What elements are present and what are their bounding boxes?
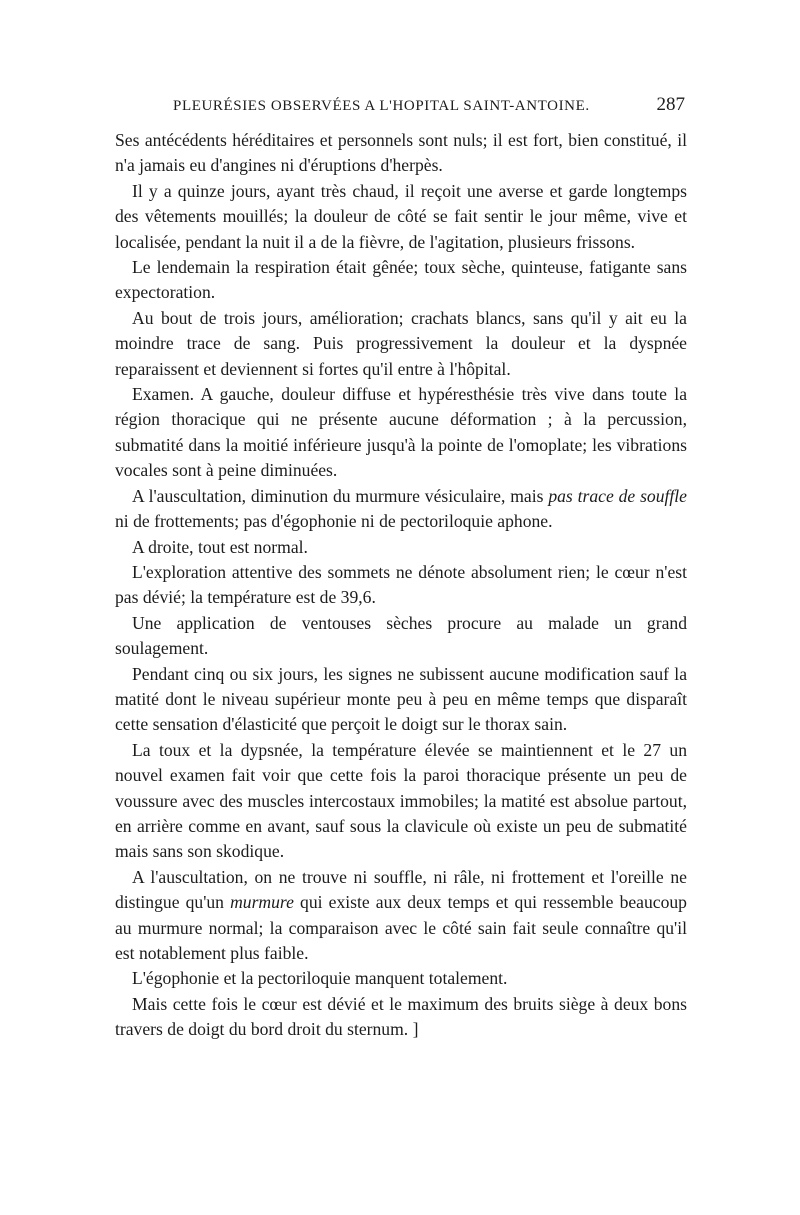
paragraph-auscultation-2: A l'auscultation, on ne trouve ni souffle, ni râle, ni frottement et l'oreille ne distingue qu'un murmure qui existe aux deux temps et qui ressemble beaucoup au murmure normal; la comparaison avec le côté sain fait seule connaître qu'il est notablement plus faible.	[115, 866, 687, 963]
paragraph-exploration: L'exploration attentive des sommets ne dénote absolument rien; le cœur n'est pas dévié; la température est de 39,6.	[115, 561, 687, 608]
running-head: PLEURÉSIES OBSERVÉES A L'HOPITAL SAINT-ANTOINE.	[173, 98, 590, 114]
paragraph-next-day: Le lendemain la respiration était gênée; toux sèche, quinteuse, fatigante sans expectoration.	[115, 257, 687, 303]
paragraph-right-side: A droite, tout est normal.	[132, 536, 308, 557]
italic-phrase: pas trace de souffle	[548, 485, 687, 506]
italic-word: murmure	[230, 892, 294, 913]
paragraph-five-six-days: Pendant cinq ou six jours, les signes ne subissent aucune modification sauf la matité dont le niveau supérieur monte peu à peu en même temps que disparaît cette sensation d'élasticité que perçoit le doigt sur le thorax sain.	[115, 663, 687, 735]
paragraph-ventouses: Une application de ventouses sèches procure au malade un grand soulagement.	[115, 612, 687, 659]
paragraph-auscultation-1: A l'auscultation, diminution du murmure vésiculaire, mais pas trace de souffle ni de frottements; pas d'égophonie ni de pectoriloquie aphone.	[115, 485, 687, 532]
paragraph-three-days: Au bout de trois jours, amélioration; crachats blancs, sans qu'il y ait eu la moindre trace de sang. Puis progressivement la douleur et la dyspnée reparaissent et deviennent si fortes qu'il entre à l'hôpital.	[115, 307, 687, 379]
paragraph-toux: La toux et la dypsnée, la température élevée se maintiennent et le 27 un nouvel examen fait voir que cette fois la paroi thoracique présente un peu de voussure avec des muscles intercostaux immobiles; la matité est absolue partout, en arrière comme en avant, sauf sous la clavicule où existe un peu de submatité mais sans son skodique.	[115, 739, 687, 862]
paragraph-egophonie: L'égophonie et la pectoriloquie manquent totalement.	[132, 968, 508, 989]
paragraph-onset: Il y a quinze jours, ayant très chaud, il reçoit une averse et garde longtemps des vêtements mouillés; la douleur de côté se fait sentir le jour même, vive et localisée, pendant la nuit il a de la fièvre, de l'agitation, plusieurs frissons.	[115, 180, 687, 252]
book-page	[115, 92, 687, 1043]
paragraph-examen: Examen. A gauche, douleur diffuse et hypéresthésie très vive dans toute la région thoracique qui ne présente aucune déformation ; à la percussion, submatité dans la moitié inférieure jusqu'à la pointe de l'omoplate; les vibrations vocales sont à peine diminuées.	[115, 384, 687, 481]
paragraph-coeur-devie: Mais cette fois le cœur est dévié et le maximum des bruits siège à deux bons travers de doigt du bord droit du sternum. ]	[115, 993, 687, 1040]
page-number: 287	[656, 94, 685, 115]
paragraph-antecedents: Ses antécédents héréditaires et personnels sont nuls; il est fort, bien constitué, il n'a jamais eu d'angines ni d'éruptions d'herpès.	[115, 130, 687, 176]
body-text	[115, 128, 687, 1043]
page-header	[115, 92, 687, 122]
